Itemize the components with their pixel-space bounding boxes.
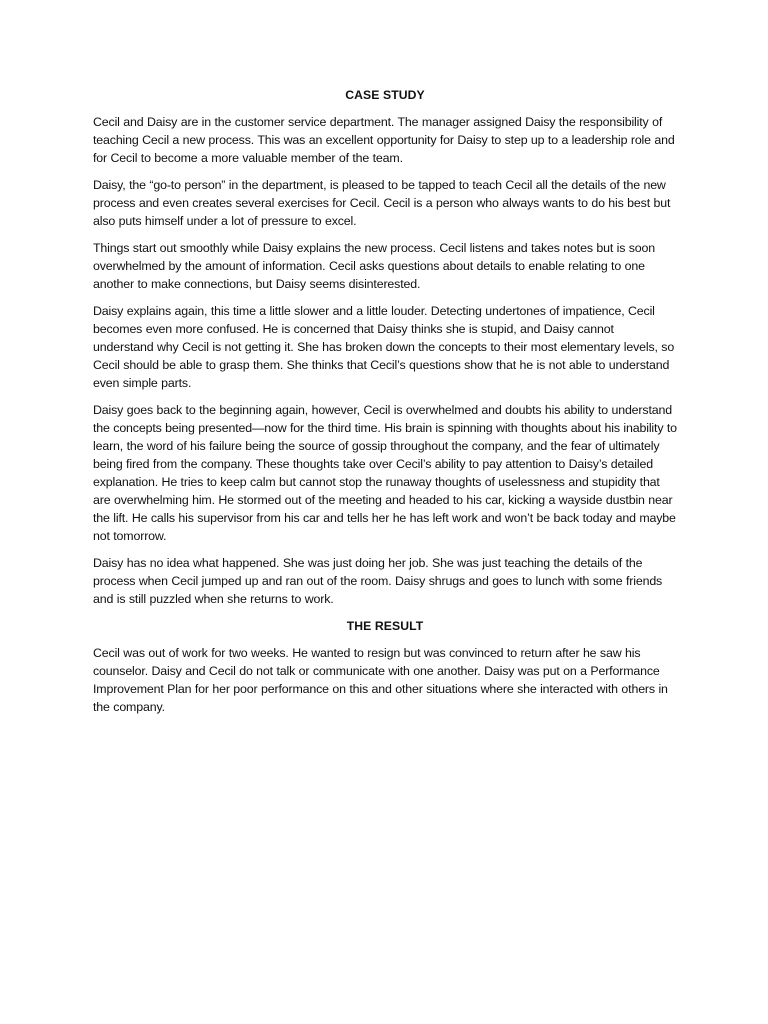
paragraph-result: Cecil was out of work for two weeks. He wanted to resign but was convinced to return after he saw his counselor. Daisy and Cecil do not talk or communicate with one another. Daisy was put on a Performance Improvement Plan for her poor performance on this and other situations where she interacted with others in the company. (93, 646, 668, 714)
paragraph-overwhelmed: Daisy goes back to the beginning again, however, Cecil is overwhelmed and doubts his ability to understand the concepts being presented—now for the third time. His brain is spinning with thoughts about his inability to learn, the word of his failure being the source of gossip throughout the company, and the fear of ultimately being fired from the company. These thoughts take over Cecil’s ability to pay attention to Daisy’s detailed explanation. He tries to keep calm but cannot stop the runaway thoughts of uselessness and stupidity that are overwhelming him. He stormed out of the meeting and headed to his car, kicking a wayside dustbin near the lift. He calls his supervisor from his car and tells her he has left work and won’t be back today and maybe not tomorrow. (93, 403, 677, 543)
paragraph-intro: Cecil and Daisy are in the customer service department. The manager assigned Daisy the responsibility of teaching Cecil a new process. This was an excellent opportunity for Daisy to step up to a leadership role and for Cecil to become a more valuable member of the team. (93, 115, 675, 165)
paragraph-smooth-start: Things start out smoothly while Daisy explains the new process. Cecil listens and takes notes but is soon overwhelmed by the amount of information. Cecil asks questions about details to enable relating to one another to make connections, but Daisy seems disinterested. (93, 241, 656, 291)
case-study-heading: CASE STUDY (345, 88, 425, 102)
paragraph-go-to-person: Daisy, the “go-to person” in the department, is pleased to be tapped to teach Cecil all the details of the new process and even creates several exercises for Cecil. Cecil is a person who always wants to do his best but also puts himself under a lot of pressure to excel. (93, 178, 671, 228)
result-heading: THE RESULT (346, 619, 424, 633)
paragraph-no-idea: Daisy has no idea what happened. She was just doing her job. She was just teaching the details of the process when Cecil jumped up and ran out of the room. Daisy shrugs and goes to lunch with some friends and is still puzzled when she returns to work. (93, 556, 663, 606)
document-content (93, 86, 677, 725)
paragraph-explains-again: Daisy explains again, this time a little slower and a little louder. Detecting undertones of impatience, Cecil becomes even more confused. He is concerned that Daisy thinks she is stupid, and Daisy cannot understand why Cecil is not getting it. She has broken down the concepts to their most elementary levels, so Cecil should be able to grasp them. She thinks that Cecil’s questions show that he is not able to understand even simple parts. (93, 304, 675, 390)
